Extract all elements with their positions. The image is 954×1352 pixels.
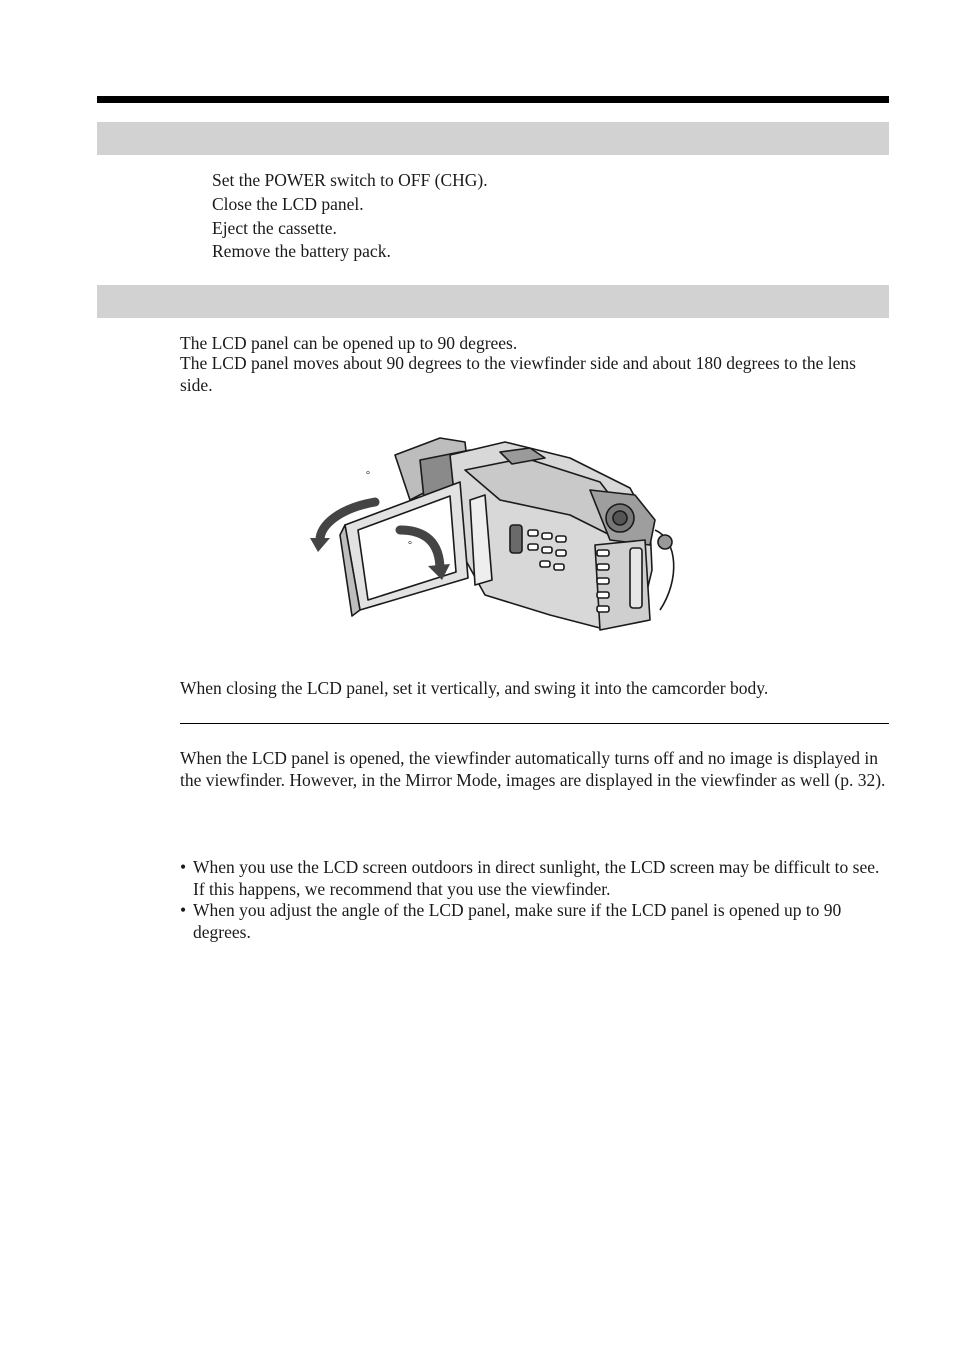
angle-label-a: ° (366, 470, 370, 481)
note-bullet-2 (180, 900, 892, 943)
bullet-symbol: • (180, 900, 187, 920)
step-2: Close the LCD panel. (212, 194, 364, 214)
camcorder-lcd-illustration (300, 430, 690, 640)
closing-note: When closing the LCD panel, set it vertically, and swing it into the camcorder body. (180, 678, 769, 698)
step-4: Remove the battery pack. (212, 241, 391, 261)
section-divider (180, 723, 889, 724)
bullet-text-2: When you adjust the angle of the LCD panel, make sure if the LCD panel is opened up to 90 degrees. (193, 900, 842, 942)
section-header-band-2 (97, 285, 889, 318)
bullet-symbol: • (180, 857, 187, 877)
note-bullet-1 (180, 857, 892, 900)
lcd-intro-line-1: The LCD panel can be opened up to 90 degrees. (180, 333, 518, 353)
section-header-band-1 (97, 122, 889, 155)
top-rule (97, 96, 889, 103)
bullet-text-1: When you use the LCD screen outdoors in direct sunlight, the LCD screen may be difficult to see. If this happens, we recommend that you use the viewfinder. (193, 857, 880, 899)
step-3: Eject the cassette. (212, 218, 337, 238)
step-1: Set the POWER switch to OFF (CHG). (212, 170, 488, 190)
angle-label-b: ° (408, 540, 412, 551)
viewfinder-note: When the LCD panel is opened, the viewfinder automatically turns off and no image is displayed in the viewfinder. However, in the Mirror Mode, images are displayed in the viewfinder as well (p. 32). (180, 748, 886, 790)
lcd-intro-line-2: The LCD panel moves about 90 degrees to the viewfinder side and about 180 degrees to the lens side. (180, 353, 856, 395)
